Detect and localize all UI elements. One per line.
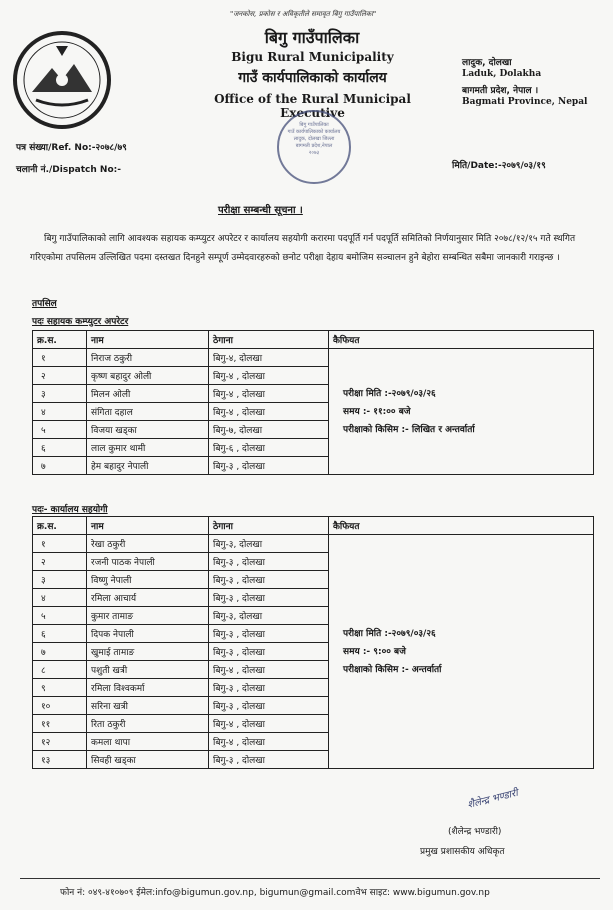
candidates-table-operator [32,330,594,475]
cell-sn: १० [33,697,87,715]
municipality-name-nepali: बिगु गाउँपालिका [264,28,360,47]
cell-addr: बिगु-४ , दोलखा [209,385,329,403]
cell-addr: बिगु-३ , दोलखा [209,751,329,769]
header-sn: क्र.स. [33,331,87,349]
cell-name: रमिला विश्वकर्मा [87,679,209,697]
cell-sn: ७ [33,457,87,475]
cell-name: हेम बहादुर नेपाली [87,457,209,475]
province-nepali: बागमती प्रदेश, नेपाल । [462,86,539,96]
cell-addr: बिगु-६ , दोलखा [209,439,329,457]
signatory-name: (शैलेन्द्र भण्डारी) [448,827,502,837]
cell-addr: बिगु-३ , दोलखा [209,679,329,697]
municipality-emblem [12,30,112,130]
cell-sn: ४ [33,403,87,421]
footer-divider [20,878,600,879]
cell-sn: १ [33,535,87,553]
cell-sn: १३ [33,751,87,769]
cell-addr: बिगु-३ , दोलखा [209,697,329,715]
remark-time: समय :- ९:०० बजे [343,646,406,657]
cell-sn: ६ [33,439,87,457]
cell-addr: बिगु-४ , दोलखा [209,367,329,385]
remarks-cell [329,535,594,769]
cell-sn: ४ [33,589,87,607]
cell-name: कमला थापा [87,733,209,751]
cell-name: पशुती खत्री [87,661,209,679]
header-remarks: कैफियत [329,517,594,535]
remarks-cell [329,349,594,475]
office-name-english: Office of the Rural Municipal Executive [214,92,411,120]
cell-addr: बिगु-४ , दोलखा [209,733,329,751]
remark-type: परीक्षाको किसिम :- लिखित र अन्तर्वार्ता [343,424,475,435]
cell-addr: बिगु-३ , दोलखा [209,589,329,607]
cell-name: विष्णु नेपाली [87,571,209,589]
cell-sn: १ [33,349,87,367]
cell-addr: बिगु-३, दोलखा [209,607,329,625]
cell-addr: बिगु-३ , दोलखा [209,625,329,643]
remark-time: समय :- ११:०० बजे [343,406,411,417]
cell-name: खुमाई तामाङ [87,643,209,661]
letter-date: मिति/Date:-२०७९/०३/१९ [452,161,546,171]
cell-name: रिता ठकुरी [87,715,209,733]
cell-sn: १२ [33,733,87,751]
address-nepali: लादुक, दोलखा [462,58,512,68]
cell-addr: बिगु-४ , दोलखा [209,661,329,679]
table-row [33,535,594,553]
cell-sn: ३ [33,385,87,403]
header-sn: क्र.स. [33,517,87,535]
address-english: Laduk, Dolakha [462,69,542,79]
cell-addr: बिगु-३, दोलखा [209,535,329,553]
municipality-name-english: Bigu Rural Municipality [231,50,394,64]
handwritten-signature: शैलेन्द्र भण्डारी [466,787,520,811]
reference-number: पत्र संख्या/Ref. No:-२०७८/७९ [16,143,127,153]
cell-name: संगिता दहाल [87,403,209,421]
cell-name: दिपक नेपाली [87,625,209,643]
cell-sn: ७ [33,643,87,661]
remark-date: परीक्षा मिति :-२०७९/०३/२६ [343,628,436,639]
cell-addr: बिगु-४ , दोलखा [209,403,329,421]
cell-sn: ६ [33,625,87,643]
cell-addr: बिगु-४, दोलखा [209,349,329,367]
cell-sn: ११ [33,715,87,733]
cell-addr: बिगु-३ , दोलखा [209,643,329,661]
cell-name: लाल कुमार थामी [87,439,209,457]
schedule-label: तपसिल [32,299,57,309]
header-address: ठेगाना [209,517,329,535]
signatory-title: प्रमुख प्रशासकीय अधिकृत [420,847,505,857]
cell-name: कुमार तामाङ [87,607,209,625]
cell-name: रमिला आचार्य [87,589,209,607]
cell-sn: ८ [33,661,87,679]
cell-name: सरिना खत्री [87,697,209,715]
footer-contact: फोन नं: ०४९-४१०७०९ ईमेल:info@bigumun.gov.np, bigumun@gmail.comवेभ साइट: www.bigumun.gov.np [60,888,490,898]
cell-name: कृष्ण बहादुर ओली [87,367,209,385]
remark-type: परीक्षाको किसिम :- अन्तर्वार्ता [343,664,442,675]
motto: "जनकोस, प्रकोस र अविकृतीले समावृत बिगु गाउँपालिका" [230,10,377,18]
office-stamp: बिगु गाउँपालिका गाउँ कार्यपालिकाको कार्यालय लादुक, दोलखा जिल्ला बागमती प्रदेश,नेपाल २०७३ [277,110,351,184]
cell-name: रेखा ठकुरी [87,535,209,553]
cell-sn: २ [33,367,87,385]
remark-date: परीक्षा मिति :-२०७९/०३/२६ [343,388,436,399]
cell-name: विजया खड्का [87,421,209,439]
cell-addr: बिगु-४ , दोलखा [209,715,329,733]
office-name-nepali: गाउँ कार्यपालिकाको कार्यालय [238,70,387,86]
cell-addr: बिगु-३ , दोलखा [209,553,329,571]
cell-sn: ९ [33,679,87,697]
cell-addr: बिगु-३ , दोलखा [209,571,329,589]
notice-body: बिगु गाउँपालिकाको लागि आवश्यक सहायक कम्प्युटर अपरेटर र कार्यालय सहयोगी करारमा पदपूर्ति गर्न पदपूर्ति समितिको निर्णयानुसार मिति २०७८/१२/१५ गते स्थगित गरिएकोमा तपसिलम उल्लिखित पदमा दस्तखत दिनहुने सम्पूर्ण उम्मेदवारहरुको छनोट परीक्षा देहाय बमोजिम सञ्चालन हुने बेहोरा सम्बन्धित सबैमा जानकारी गराइन्छ । [30,234,576,263]
cell-sn: ५ [33,607,87,625]
cell-addr: बिगु-३ , दोलखा [209,457,329,475]
cell-addr: बिगु-७, दोलखा [209,421,329,439]
header-name: नाम [87,517,209,535]
header-name: नाम [87,331,209,349]
table-row [33,349,594,367]
cell-sn: ३ [33,571,87,589]
dispatch-number: चलानी नं./Dispatch No:- [16,165,121,175]
header-address: ठेगाना [209,331,329,349]
cell-name: सिवही खड्का [87,751,209,769]
header-remarks: कैफियत [329,331,594,349]
notice-title: परीक्षा सम्बन्धी सूचना । [218,205,303,216]
cell-name: रजनी पाठक नेपाली [87,553,209,571]
post-label-office-assistant: पदः- कार्यालय सहयोगी [32,505,108,515]
cell-sn: २ [33,553,87,571]
candidates-table-assistant [32,516,594,769]
cell-sn: ५ [33,421,87,439]
cell-name: निराज ठकुरी [87,349,209,367]
province-english: Bagmati Province, Nepal [462,97,588,107]
post-label-computer-operator: पदः सहायक कम्प्युटर अपरेटर [32,317,129,327]
cell-name: मिलन ओली [87,385,209,403]
